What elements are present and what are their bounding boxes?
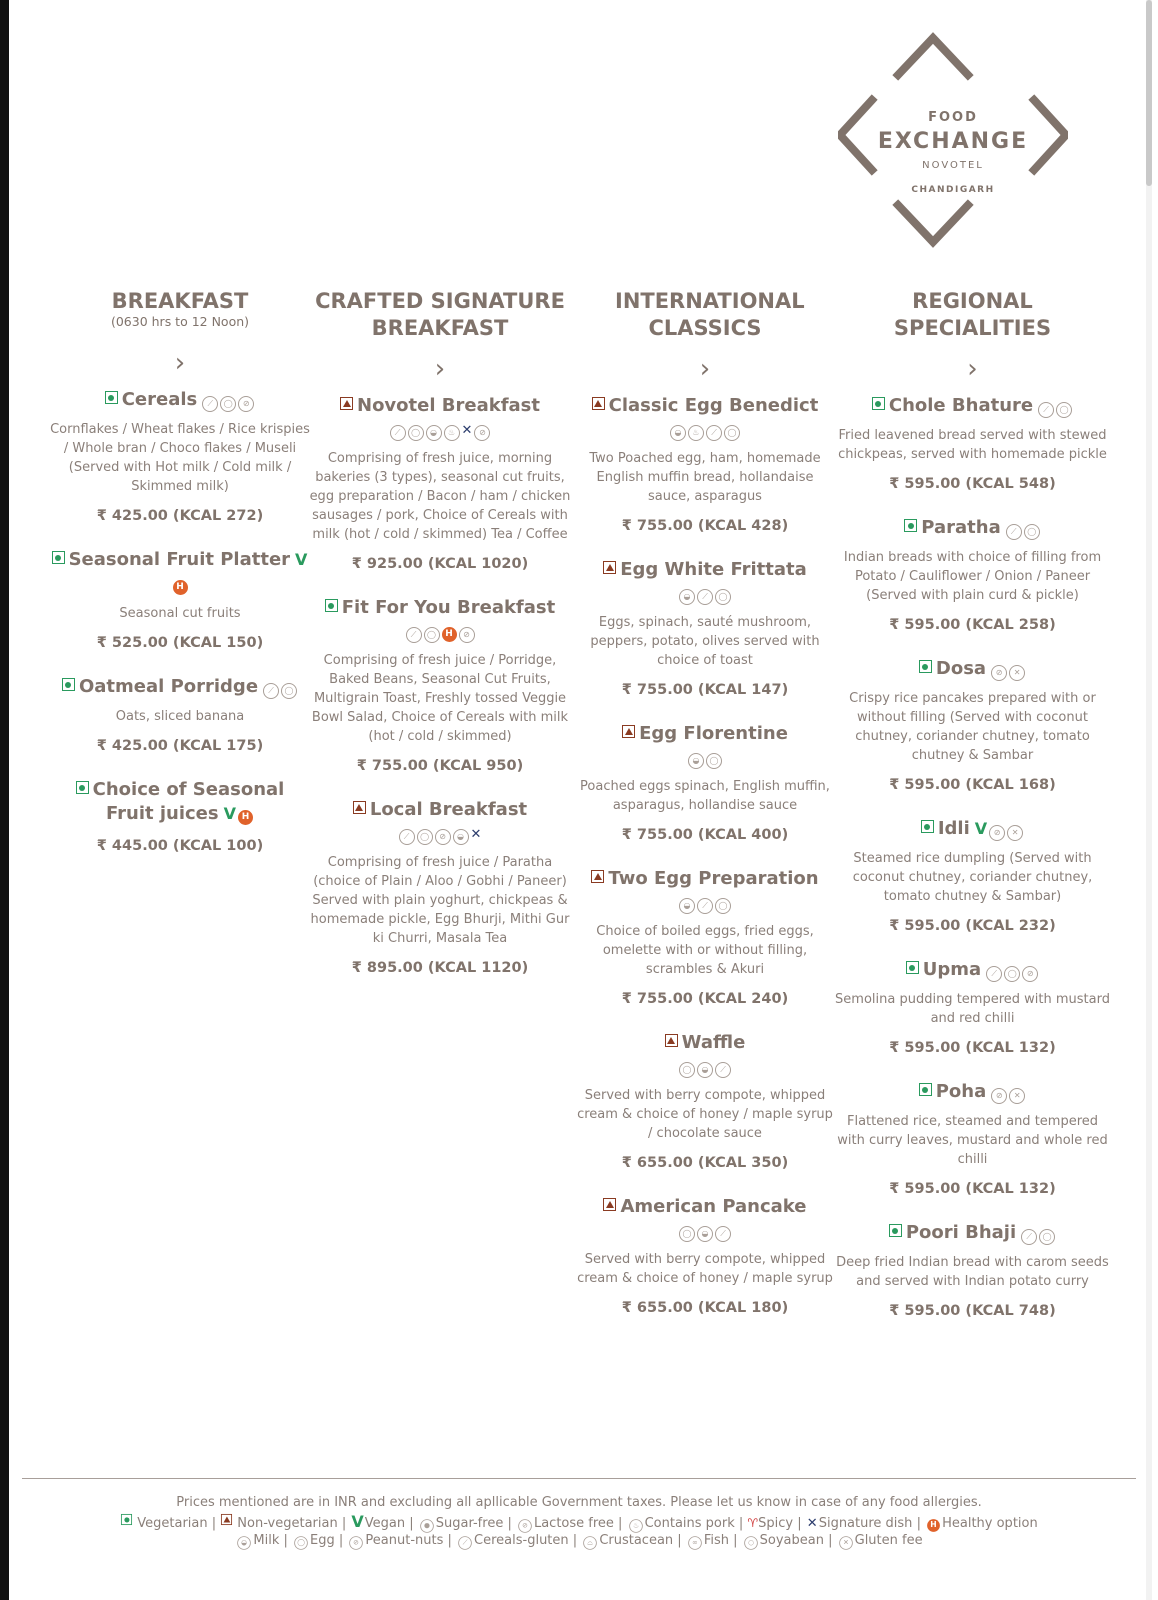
- pork-icon: ♨: [629, 1519, 643, 1533]
- nonveg-icon: [622, 725, 635, 738]
- veg-icon: [76, 781, 89, 794]
- milk-icon: ◒: [426, 425, 442, 441]
- menu-item: [835, 516, 1110, 635]
- cereals-gluten-icon: ⟋: [715, 1062, 731, 1078]
- nonveg-icon: [591, 870, 604, 883]
- peanut-icon: ⊘: [474, 425, 490, 441]
- menu-item-title: [835, 1221, 1110, 1245]
- menu-item-description: Two Poached egg, ham, homemade English muffin bread, hollandaise sauce, asparagus: [589, 451, 821, 504]
- egg-icon: ◯: [1056, 402, 1072, 418]
- menu-item-description: Choice of boiled eggs, fried eggs, omelette with or without filling, scrambles & Akuri: [596, 924, 814, 977]
- section-title: REGIONAL SPECIALITIES: [893, 289, 1052, 340]
- menu-item-description: Comprising of fresh juice / Porridge, Baked Beans, Seasonal Cut Fruits, Multigrain Toast, Freshly tossed Veggie Bowl Salad, Choice of Cereals with milk (hot / cold / skimmed): [311, 653, 569, 744]
- section-heading: [50, 288, 310, 329]
- cereals-gluten-icon: ⟋: [390, 425, 406, 441]
- menu-item-name: Upma: [922, 959, 982, 980]
- peanut-icon: ⊘: [1022, 966, 1038, 982]
- menu-item-name: Paratha: [921, 517, 1001, 538]
- menu-item-name: Fit For You Breakfast: [341, 597, 556, 618]
- menu-item-title: [835, 958, 1110, 982]
- menu-item-description: Oats, sliced banana: [115, 709, 245, 724]
- veg-icon: [872, 397, 885, 410]
- legend-label: Sugar-free: [435, 1516, 504, 1531]
- menu-item-price: ₹ 445.00 (KCAL 100): [96, 838, 264, 854]
- menu-item-price: ₹ 595.00 (KCAL 132): [889, 1040, 1056, 1056]
- dietary-icons-row: [575, 420, 835, 441]
- menu-item-title: [305, 596, 575, 620]
- section-title: INTERNATIONAL CLASSICS: [615, 289, 805, 340]
- legend-separator: |: [207, 1516, 221, 1531]
- menu-item-price: ₹ 655.00 (KCAL 350): [621, 1155, 789, 1171]
- menu-item-title: [835, 657, 1110, 681]
- veg-icon: [105, 391, 118, 404]
- dietary-icons: [223, 803, 254, 824]
- menu-item-price: ₹ 595.00 (KCAL 232): [889, 918, 1056, 934]
- legend-label: Vegetarian: [137, 1516, 208, 1531]
- legend-separator: |: [734, 1516, 748, 1531]
- scrollbar-thumb[interactable]: [1146, 0, 1152, 186]
- menu-item-title: [835, 394, 1110, 418]
- dietary-icons: [678, 892, 732, 911]
- nonveg-icon: [665, 1034, 678, 1047]
- menu-item-price: ₹ 425.00 (KCAL 175): [96, 738, 264, 754]
- menu-item-description: Deep fried Indian bread with carom seeds and served with Indian potato curry: [836, 1255, 1109, 1289]
- gluten-free-icon: ✕: [1009, 1088, 1025, 1104]
- signature-icon: ✕: [806, 1516, 818, 1531]
- cereals-gluten-icon: ⟋: [399, 829, 415, 845]
- veg-icon: [919, 660, 932, 673]
- menu-item-price: ₹ 755.00 (KCAL 240): [621, 991, 789, 1007]
- milk-icon: ◒: [238, 1536, 252, 1550]
- menu-item: [50, 548, 310, 653]
- menu-item-name: Chole Bhature: [888, 395, 1034, 416]
- veg-icon: [52, 551, 65, 564]
- nonveg-icon: [603, 1198, 616, 1211]
- milk-icon: ◒: [670, 425, 686, 441]
- dietary-icons-row: [305, 622, 575, 643]
- nonveg-icon: [340, 397, 353, 410]
- menu-item-name: Idli: [937, 818, 970, 839]
- menu-item-name: Cereals: [121, 389, 198, 410]
- menu-item-title: [575, 558, 835, 582]
- menu-item-name: Egg Florentine: [639, 723, 788, 744]
- section-hours: (0630 hrs to 12 Noon): [110, 314, 250, 329]
- dietary-icons-row: [575, 1057, 835, 1078]
- milk-icon: ◒: [697, 1062, 713, 1078]
- menu-item: [50, 388, 310, 526]
- menu-item-description: Crispy rice pancakes prepared with or without filling (Served with coconut chutney, coriander chutney, tomato chutney & Sambar: [849, 691, 1096, 763]
- peanut-icon: ⊘: [435, 829, 451, 845]
- menu-item-description: Comprising of fresh juice / Paratha (choice of Plain / Aloo / Gobhi / Paneer) Served with plain yoghurt, chickpeas & homemade pickle, Egg Bhurji, Mithi Gur ki Churri, Masala Tea: [310, 855, 570, 946]
- gluten-free-icon: ✕: [839, 1536, 853, 1550]
- nonveg-icon: [353, 801, 366, 814]
- fish-icon: ∞: [688, 1536, 702, 1550]
- menu-item-title: [50, 778, 310, 826]
- chevron-right-icon[interactable]: ›: [174, 348, 186, 378]
- menu-item: [575, 1195, 835, 1318]
- cereals-gluten-icon: ⟋: [697, 898, 713, 914]
- legend-separator: |: [405, 1516, 418, 1531]
- section-heading: [575, 288, 835, 342]
- dietary-icons: [985, 959, 1039, 980]
- legend-label: Egg: [310, 1533, 335, 1548]
- dietary-icons: [201, 389, 255, 410]
- menu-item: [575, 1031, 835, 1173]
- veg-icon: [325, 599, 338, 612]
- menu-item-description: Eggs, spinach, sauté mushroom, peppers, potato, olives served with choice of toast: [590, 615, 820, 668]
- menu-item-price: ₹ 755.00 (KCAL 400): [621, 827, 789, 843]
- dietary-icons-row: [305, 420, 575, 441]
- healthy-icon: H: [442, 627, 457, 642]
- footer-divider: [22, 1478, 1136, 1479]
- legend-allergens: [22, 1531, 1136, 1551]
- healthy-icon: H: [927, 1519, 940, 1532]
- menu-item-title: [575, 722, 835, 746]
- gluten-free-icon: ✕: [1007, 825, 1023, 841]
- menu-item: [305, 798, 575, 978]
- menu-item-name: Waffle: [681, 1032, 746, 1053]
- section-heading: [305, 288, 575, 342]
- legend-separator: |: [793, 1516, 806, 1531]
- egg-icon: ◯: [715, 898, 731, 914]
- cereals-gluten-icon: ⟋: [697, 589, 713, 605]
- milk-icon: ◒: [688, 753, 704, 769]
- menu-item: [575, 558, 835, 700]
- menu-item-title: [305, 394, 575, 418]
- menu-item-price: ₹ 755.00 (KCAL 428): [621, 518, 789, 534]
- dietary-icons-row: [575, 748, 835, 769]
- menu-column-2: [305, 288, 575, 978]
- sugar-free-icon: ●: [420, 1519, 434, 1533]
- dietary-icons: [1037, 395, 1073, 416]
- gluten-free-icon: ✕: [1009, 665, 1025, 681]
- legend-separator: |: [443, 1533, 457, 1548]
- food-exchange-logo: [838, 30, 1068, 255]
- menu-item-title: [305, 798, 575, 822]
- egg-icon: ◯: [281, 683, 297, 699]
- menu-item-price: ₹ 925.00 (KCAL 1020): [351, 556, 529, 572]
- menu-item-name: American Pancake: [620, 1196, 807, 1217]
- legend-separator: |: [728, 1533, 742, 1548]
- spicy-icon: ♈: [747, 1516, 759, 1530]
- menu-item-name: Oatmeal Porridge: [78, 676, 259, 697]
- menu-item: [305, 596, 575, 776]
- healthy-icon: H: [238, 810, 253, 825]
- legend-label: Lactose free: [533, 1516, 614, 1531]
- egg-icon: ◯: [424, 627, 440, 643]
- logo-city: CHANDIGARH: [911, 185, 995, 195]
- logo-exchange: EXCHANGE: [877, 129, 1029, 154]
- dietary-icons: [389, 419, 492, 438]
- cereals-gluten-icon: ⟋: [1038, 402, 1054, 418]
- menu-item: [575, 394, 835, 536]
- veg-icon: [919, 1083, 932, 1096]
- dietary-icons: [990, 1081, 1026, 1102]
- menu-item-description: Fried leavened bread served with stewed chickpeas, served with homemade pickle: [838, 428, 1107, 462]
- egg-icon: ◯: [294, 1536, 308, 1550]
- legend-separator: |: [337, 1516, 351, 1531]
- egg-icon: ◯: [408, 425, 424, 441]
- menu-item: [50, 778, 310, 856]
- veg-icon: [904, 519, 917, 532]
- menu-item-description: Flattened rice, steamed and tempered with curry leaves, mustard and whole red chilli: [837, 1114, 1108, 1167]
- legend-label: Cereals-gluten: [474, 1533, 569, 1548]
- menu-item: [835, 1080, 1110, 1199]
- milk-icon: ◒: [679, 589, 695, 605]
- legend-separator: |: [912, 1516, 926, 1531]
- legend-separator: |: [613, 1516, 627, 1531]
- crustacean-icon: ⌓: [584, 1536, 598, 1550]
- menu-item: [835, 958, 1110, 1058]
- veg-icon: [121, 1514, 132, 1525]
- egg-icon: ◯: [1024, 524, 1040, 540]
- menu-item-price: ₹ 755.00 (KCAL 147): [621, 682, 789, 698]
- menu-item-name: Novotel Breakfast: [357, 395, 540, 416]
- egg-icon: ◯: [715, 589, 731, 605]
- signature-icon: ✕: [461, 423, 473, 438]
- chevron-right-icon[interactable]: ›: [434, 354, 446, 384]
- menu-item-name: Choice of Seasonal Fruit juices: [92, 779, 285, 824]
- section-title: BREAKFAST: [111, 289, 249, 313]
- cereals-gluten-icon: ⟋: [986, 966, 1002, 982]
- cereals-gluten-icon: ⟋: [406, 627, 422, 643]
- dietary-icons: [262, 676, 298, 697]
- menu-item-description: Comprising of fresh juice, morning bakeries (3 types), seasonal cut fruits, egg preparation / Bacon / ham / chicken sausages / pork, Choice of Cereals with milk (hot / cold / skimmed) Tea / Coffee: [309, 451, 571, 542]
- dietary-icons: [974, 818, 1024, 839]
- menu-item: [835, 394, 1110, 494]
- menu-item-price: ₹ 425.00 (KCAL 272): [96, 508, 264, 524]
- menu-item-price: ₹ 525.00 (KCAL 150): [96, 635, 264, 651]
- egg-icon: ◯: [417, 829, 433, 845]
- cereals-gluten-icon: ⟋: [715, 1226, 731, 1242]
- menu-item-title: [575, 867, 835, 891]
- peanut-icon: ⊘: [459, 627, 475, 643]
- cereals-gluten-icon: ⟋: [1021, 1229, 1037, 1245]
- menu-item-description: Semolina pudding tempered with mustard and red chilli: [835, 992, 1110, 1026]
- menu-item: [575, 867, 835, 1009]
- legend-label: Fish: [703, 1533, 729, 1548]
- legend-label: Healthy option: [942, 1516, 1038, 1531]
- menu-item-name: Dosa: [935, 658, 987, 679]
- cereals-gluten-icon: ⟋: [458, 1536, 472, 1550]
- menu-item: [50, 675, 310, 756]
- legend-label: Contains pork: [644, 1516, 735, 1531]
- legend-label: Non-vegetarian: [237, 1516, 338, 1531]
- peanut-icon: ⊘: [350, 1536, 364, 1550]
- peanut-icon: ⊘: [238, 396, 254, 412]
- vegan-icon: V: [223, 804, 236, 823]
- dietary-icons: [1005, 517, 1041, 538]
- legend-separator: |: [279, 1533, 293, 1548]
- menu-item-description: Served with berry compote, whipped cream & choice of honey / maple syrup: [577, 1252, 833, 1286]
- pork-icon: ♨: [444, 425, 460, 441]
- legend-separator: |: [503, 1516, 516, 1531]
- vegan-icon: V: [974, 819, 988, 838]
- menu-item-title: [50, 388, 310, 412]
- vegan-icon: V: [351, 1512, 364, 1531]
- legend-separator: |: [823, 1533, 837, 1548]
- peanut-icon: ⊘: [991, 665, 1007, 681]
- menu-item-description: Poached eggs spinach, English muffin, asparagus, hollandise sauce: [580, 779, 830, 813]
- healthy-icon: H: [173, 580, 188, 595]
- egg-icon: ◯: [724, 425, 740, 441]
- menu-item-title: [835, 1080, 1110, 1104]
- dietary-icons: [678, 583, 732, 602]
- menu-item-description: Seasonal cut fruits: [119, 606, 241, 621]
- pork-icon: ♨: [688, 425, 704, 441]
- menu-item-description: Indian breads with choice of filling from Potato / Cauliflower / Onion / Paneer (Served with plain curd & pickle): [843, 550, 1102, 603]
- menu-item: [835, 657, 1110, 795]
- cereals-gluten-icon: ⟋: [1006, 524, 1022, 540]
- veg-icon: [906, 961, 919, 974]
- menu-column-3: [575, 288, 835, 1318]
- menu-item: [835, 1221, 1110, 1321]
- legend-label: Spicy: [758, 1516, 794, 1531]
- egg-icon: ◯: [1004, 966, 1020, 982]
- menu-item-price: ₹ 655.00 (KCAL 180): [621, 1300, 789, 1316]
- milk-icon: ◒: [453, 829, 469, 845]
- logo-food: FOOD: [928, 110, 978, 125]
- veg-icon: [62, 678, 75, 691]
- menu-item-title: [50, 548, 310, 596]
- veg-icon: [921, 820, 934, 833]
- dietary-icons: [405, 621, 476, 640]
- egg-icon: ◯: [679, 1062, 695, 1078]
- menu-item-title: [835, 516, 1110, 540]
- dietary-icons-row: [575, 1221, 835, 1242]
- dietary-icons: [1020, 1222, 1056, 1243]
- menu-item-description: Cornflakes / Wheat flakes / Rice krispies / Whole bran / Choco flakes / Museli (Served with Hot milk / Cold milk / Skimmed milk): [50, 422, 310, 494]
- dietary-icons: [678, 1220, 732, 1239]
- legend-label: Gluten fee: [854, 1533, 923, 1548]
- menu-item-price: ₹ 595.00 (KCAL 748): [889, 1303, 1056, 1319]
- cereals-gluten-icon: ⟋: [202, 396, 218, 412]
- menu-item: [575, 722, 835, 845]
- menu-item-title: [50, 675, 310, 699]
- menu-item-name: Poha: [935, 1081, 987, 1102]
- menu-item-title: [575, 1031, 835, 1055]
- egg-icon: ◯: [679, 1226, 695, 1242]
- milk-icon: ◒: [679, 898, 695, 914]
- menu-item-description: Steamed rice dumpling (Served with coconut chutney, coriander chutney, tomato chutney & Sambar): [852, 851, 1093, 904]
- menu-item-name: Classic Egg Benedict: [608, 395, 819, 416]
- legend-separator: |: [568, 1533, 582, 1548]
- menu-item-title: [575, 1195, 835, 1219]
- legend-label: Milk: [253, 1533, 280, 1548]
- chevron-right-icon[interactable]: ›: [967, 354, 978, 384]
- menu-item-price: ₹ 595.00 (KCAL 168): [889, 777, 1056, 793]
- peanut-icon: ⊘: [989, 825, 1005, 841]
- cereals-gluten-icon: ⟋: [263, 683, 279, 699]
- window-edge: [0, 0, 9, 1600]
- dietary-icons-row: [575, 893, 835, 914]
- menu-item-description: Served with berry compote, whipped cream & choice of honey / maple syrup / chocolate sauce: [577, 1088, 833, 1141]
- menu-item-price: ₹ 595.00 (KCAL 258): [889, 617, 1056, 633]
- dietary-icons: [669, 419, 741, 438]
- egg-icon: ◯: [220, 396, 236, 412]
- legend-label: Soyabean: [759, 1533, 824, 1548]
- dietary-icons-row: [575, 584, 835, 605]
- footer-note: Prices mentioned are in INR and excluding all apllicable Government taxes. Please let us know in case of any food allergies.: [176, 1495, 982, 1510]
- legend-label: Crustacean: [599, 1533, 674, 1548]
- menu-column-1: [50, 288, 310, 856]
- legend-separator: |: [673, 1533, 686, 1548]
- signature-icon: ✕: [470, 827, 482, 842]
- section-title: CRAFTED SIGNATURE BREAKFAST: [315, 289, 565, 340]
- dietary-icons: [398, 823, 483, 842]
- dietary-icons: [990, 658, 1026, 679]
- scrollbar-track[interactable]: [1146, 0, 1152, 1600]
- soyabean-icon: ○: [744, 1536, 758, 1550]
- nonveg-icon: [221, 1514, 232, 1525]
- menu-column-4: [835, 288, 1110, 1321]
- egg-icon: ◯: [706, 753, 722, 769]
- legend-label: Signature dish: [818, 1516, 913, 1531]
- menu-item-title: [835, 817, 1110, 841]
- dietary-icons: [678, 1056, 732, 1075]
- legend-label: Vegan: [364, 1516, 406, 1531]
- egg-icon: ◯: [1039, 1229, 1055, 1245]
- menu-item-price: ₹ 895.00 (KCAL 1120): [351, 960, 529, 976]
- menu-item-price: ₹ 595.00 (KCAL 548): [889, 476, 1056, 492]
- chevron-right-icon[interactable]: ›: [699, 354, 711, 384]
- lactose-free-icon: ⊘: [518, 1519, 532, 1533]
- nonveg-icon: [592, 397, 605, 410]
- dietary-icons: [687, 747, 723, 766]
- cereals-gluten-icon: ⟋: [706, 425, 722, 441]
- milk-icon: ◒: [697, 1226, 713, 1242]
- vegan-icon: V: [295, 550, 308, 569]
- menu-item: [835, 817, 1110, 936]
- menu-item-name: Two Egg Preparation: [608, 868, 819, 889]
- menu-item-name: Seasonal Fruit Platter: [68, 549, 291, 570]
- legend-separator: |: [334, 1533, 348, 1548]
- section-heading: [835, 288, 1110, 342]
- legend-label: Peanut-nuts: [365, 1533, 444, 1548]
- menu-item-name: Egg White Frittata: [620, 559, 807, 580]
- menu-item: [305, 394, 575, 574]
- menu-item-price: ₹ 595.00 (KCAL 132): [889, 1181, 1056, 1197]
- peanut-icon: ⊘: [991, 1088, 1007, 1104]
- menu-item-name: Local Breakfast: [369, 799, 528, 820]
- logo-novotel: NOVOTEL: [922, 160, 984, 171]
- menu-item-title: [575, 394, 835, 418]
- menu-item-name: Poori Bhaji: [905, 1222, 1017, 1243]
- menu-item-price: ₹ 755.00 (KCAL 950): [356, 758, 524, 774]
- veg-icon: [889, 1224, 902, 1237]
- dietary-icons-row: [305, 824, 575, 845]
- nonveg-icon: [603, 561, 616, 574]
